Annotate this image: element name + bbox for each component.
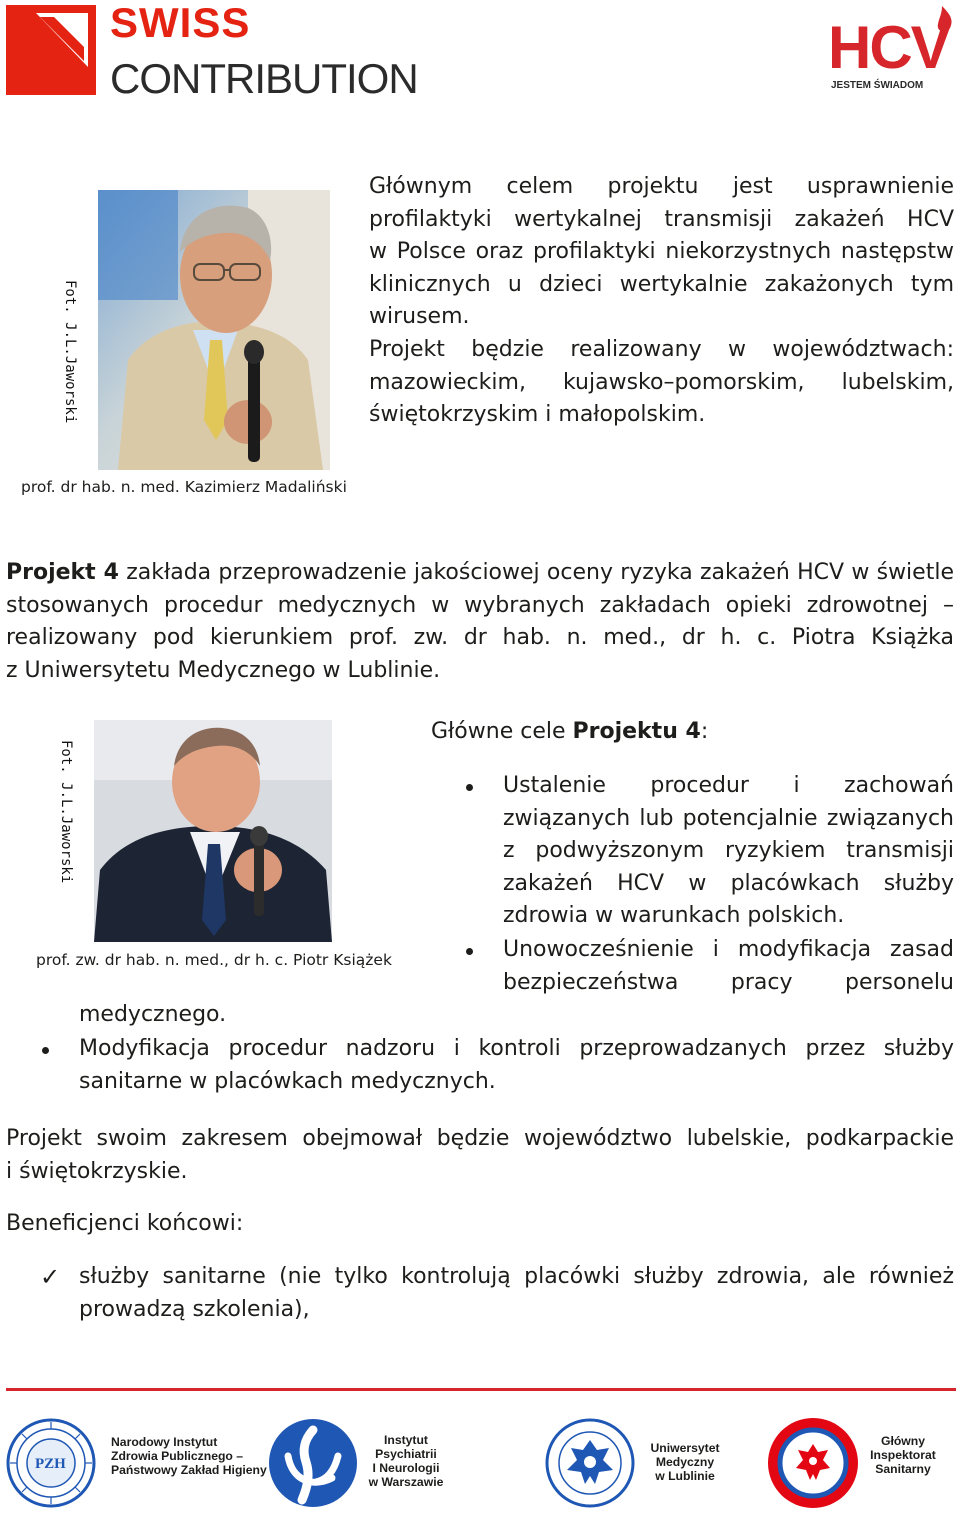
beneficiaries-heading: Beneficjenci końcowi: bbox=[6, 1211, 244, 1236]
umlub-name bbox=[648, 1441, 722, 1483]
text-line: klinicznych u dzieci wertykalnie zakażonych tym bbox=[369, 271, 954, 297]
text-line: mazowieckim, kujawsko–pomorskim, lubelskim, bbox=[369, 369, 954, 395]
text-line: w Polsce oraz profilaktyki niekorzystnych następstw bbox=[369, 239, 954, 265]
umlub-seal-icon bbox=[543, 1418, 637, 1508]
text-line: Sanitarny bbox=[875, 1462, 931, 1476]
text-line: I Neurologii bbox=[372, 1461, 440, 1475]
goal-bullet-2 bbox=[503, 934, 954, 999]
text-line: Inspektorat bbox=[870, 1448, 936, 1462]
gis-seal-icon bbox=[766, 1416, 860, 1510]
text-line: służby sanitarne (nie tylko kontrolują placówki służby zdrowia, ale również bbox=[79, 1264, 954, 1289]
goals-heading-suffix: : bbox=[700, 719, 709, 744]
text-line: związanych lub potencjalnie związanych bbox=[503, 805, 954, 831]
text-line: bezpieczeństwa pracy personelu bbox=[503, 969, 954, 995]
checkmark-icon: ✓ bbox=[40, 1263, 61, 1291]
bullet-dot bbox=[466, 784, 473, 791]
text-line: Instytut bbox=[383, 1433, 428, 1447]
text-line: świętokrzyskim i małopolskim. bbox=[369, 402, 706, 428]
bullet-dot bbox=[42, 1047, 49, 1054]
text-line: Unowocześnienie i modyfikacja zasad bbox=[503, 937, 954, 962]
text-line: Główny bbox=[880, 1434, 925, 1448]
text-line: w Lublinie bbox=[655, 1469, 715, 1483]
photo-credit-2: Fot. J.L.Jaworski bbox=[58, 740, 74, 884]
text-line: profilaktyki wertykalnej transmisji zakażeń HCV bbox=[369, 206, 954, 232]
project4-label: Projekt 4 bbox=[6, 560, 119, 585]
photo-caption-2: prof. zw. dr hab. n. med., dr h. c. Piotr Książek bbox=[36, 951, 392, 969]
text-line: Uniwersytet bbox=[650, 1441, 720, 1455]
text-line: Psychiatrii bbox=[375, 1447, 437, 1461]
text-line: Ustalenie procedur i zachowań bbox=[503, 773, 954, 798]
text-line: Państwowy Zakład Higieny bbox=[111, 1463, 267, 1477]
text-line bbox=[6, 557, 954, 590]
text-line: Medyczny bbox=[655, 1455, 715, 1469]
hcv-campaign-logo bbox=[828, 8, 956, 94]
text-line: zdrowia w warunkach polskich. bbox=[503, 903, 845, 929]
goal-bullet-2-tail: medycznego. bbox=[79, 1002, 227, 1027]
text-line: z podwyższonym ryzykiem transmisji bbox=[503, 838, 954, 864]
goals-heading-bold: Projektu 4 bbox=[572, 719, 701, 744]
portrait-photo-madalinski bbox=[98, 190, 330, 470]
text-span: zakłada przeprowadzenie jakościowej oceny ryzyka zakażeń HCV w świetle bbox=[118, 560, 954, 585]
text-line: zakażeń HCV w placówkach służby bbox=[503, 870, 954, 896]
footer-divider bbox=[6, 1388, 956, 1391]
gis-name bbox=[866, 1434, 940, 1476]
text-line: Modyfikacja procedur nadzoru i kontroli przeprowadzanych przez służby bbox=[79, 1036, 954, 1061]
pzh-name bbox=[111, 1435, 267, 1477]
bullet-dot bbox=[466, 948, 473, 955]
text-line: stosowanych procedur medycznych w wybranych zakładach opieki zdrowotnej – bbox=[6, 592, 954, 618]
portrait-photo-ksiazek bbox=[94, 720, 332, 942]
photo-caption-1: prof. dr hab. n. med. Kazimierz Madaliński bbox=[21, 478, 347, 496]
text-line: wirusem. bbox=[369, 304, 470, 330]
goals-heading-prefix: Główne cele bbox=[431, 719, 573, 744]
goal-bullet-1 bbox=[503, 770, 954, 933]
ipin-name bbox=[368, 1433, 444, 1489]
swiss-logo-line1: SWISS bbox=[110, 0, 251, 46]
photo-credit-1: Fot. J.L.Jaworski bbox=[62, 280, 78, 424]
swiss-flag-icon bbox=[6, 5, 96, 95]
beneficiary-item bbox=[79, 1261, 954, 1326]
scope-paragraph bbox=[6, 1123, 954, 1188]
text-line: prowadzą szkolenia), bbox=[79, 1296, 310, 1322]
swiss-contribution-logo bbox=[6, 0, 436, 102]
pzh-seal-icon bbox=[6, 1418, 96, 1508]
text-line: Zdrowia Publicznego – bbox=[111, 1449, 244, 1463]
hcv-logo-word: HCV bbox=[828, 14, 949, 81]
text-line: realizowany pod kierunkiem prof. zw. dr hab. n. med., dr h. c. Piotra Książka bbox=[6, 625, 954, 651]
swiss-logo-line2: CONTRIBUTION bbox=[110, 55, 418, 102]
goal-bullet-3 bbox=[79, 1033, 954, 1098]
text-line: z Uniwersytetu Medycznego w Lublinie. bbox=[6, 657, 441, 683]
text-line: sanitarne w placówkach medycznych. bbox=[79, 1068, 496, 1094]
pzh-seal-text: PZH bbox=[35, 1456, 66, 1472]
text-line: Głównym celem projektu jest usprawnienie bbox=[369, 174, 954, 199]
text-line: Narodowy Instytut bbox=[111, 1435, 218, 1449]
project4-paragraph bbox=[6, 557, 954, 687]
text-line: Projekt swoim zakresem obejmował będzie województwo lubelskie, podkarpackie bbox=[6, 1126, 954, 1151]
text-line: Projekt będzie realizowany w województwach: bbox=[369, 336, 954, 362]
text-line: i świętokrzyskie. bbox=[6, 1158, 188, 1184]
goals-heading bbox=[431, 716, 708, 749]
text-line: w Warszawie bbox=[368, 1475, 444, 1489]
project-goal-paragraph bbox=[369, 171, 954, 432]
ipin-logo-icon bbox=[268, 1416, 358, 1510]
hcv-logo-tagline: JESTEM ŚWIADOM bbox=[831, 80, 924, 91]
